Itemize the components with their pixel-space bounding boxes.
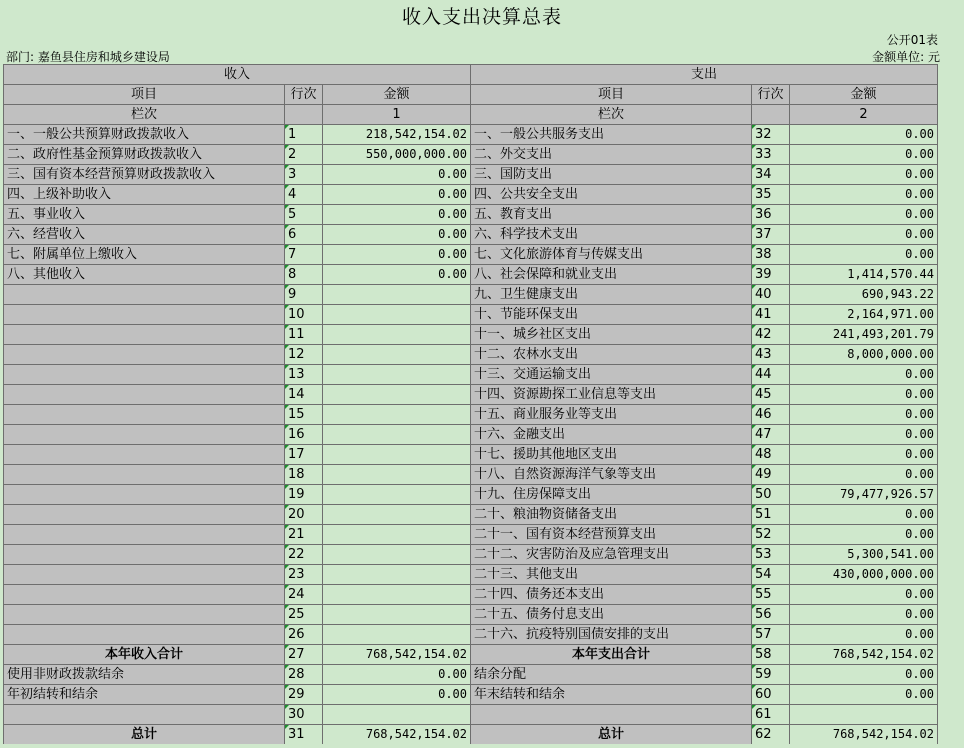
table-row <box>4 665 938 685</box>
income-item-cell[interactable] <box>4 465 285 485</box>
income-item-cell[interactable] <box>4 565 285 585</box>
income-amount-cell[interactable]: 0.00 <box>323 225 471 245</box>
expense-line-cell[interactable]: 62 <box>752 725 790 745</box>
income-item-cell[interactable] <box>4 625 285 645</box>
income-line-cell[interactable]: 21 <box>285 525 323 545</box>
expense-item-cell[interactable]: 十六、金融支出 <box>471 425 752 445</box>
expense-amount-cell[interactable]: 0.00 <box>790 445 938 465</box>
expense-amount-cell[interactable]: 8,000,000.00 <box>790 345 938 365</box>
expense-line-header: 行次 <box>752 85 790 105</box>
income-amount-cell[interactable] <box>323 525 471 545</box>
expense-amount-cell[interactable]: 0.00 <box>790 505 938 525</box>
column-index-row <box>4 105 938 125</box>
income-item-cell[interactable]: 总计 <box>4 725 285 745</box>
expense-amount-cell[interactable]: 0.00 <box>790 425 938 445</box>
expense-amount-cell[interactable]: 0.00 <box>790 625 938 645</box>
income-item-cell[interactable]: 七、附属单位上缴收入 <box>4 245 285 265</box>
expense-amount-cell[interactable]: 0.00 <box>790 165 938 185</box>
expense-line-cell[interactable]: 32 <box>752 125 790 145</box>
expense-line-cell[interactable]: 56 <box>752 605 790 625</box>
income-amount-cell[interactable] <box>323 365 471 385</box>
expense-amount-cell[interactable]: 768,542,154.02 <box>790 645 938 665</box>
income-item-cell[interactable] <box>4 325 285 345</box>
table-row <box>4 465 938 485</box>
table-row <box>4 385 938 405</box>
expense-amount-cell[interactable]: 79,477,926.57 <box>790 485 938 505</box>
expense-line-cell[interactable]: 46 <box>752 405 790 425</box>
expense-line-cell[interactable]: 57 <box>752 625 790 645</box>
income-amount-cell[interactable] <box>323 565 471 585</box>
expense-item-cell[interactable]: 六、科学技术支出 <box>471 225 752 245</box>
income-line-cell[interactable]: 5 <box>285 205 323 225</box>
expense-item-cell[interactable]: 八、社会保障和就业支出 <box>471 265 752 285</box>
income-item-cell[interactable] <box>4 485 285 505</box>
expense-item-cell[interactable]: 十二、农林水支出 <box>471 345 752 365</box>
expense-line-cell[interactable]: 36 <box>752 205 790 225</box>
expense-line-cell[interactable]: 40 <box>752 285 790 305</box>
income-amount-cell[interactable]: 0.00 <box>323 665 471 685</box>
table-row <box>4 285 938 305</box>
table-row <box>4 145 938 165</box>
expense-item-cell[interactable]: 七、文化旅游体育与传媒支出 <box>471 245 752 265</box>
expense-item-cell[interactable]: 二十二、灾害防治及应急管理支出 <box>471 545 752 565</box>
income-amount-cell[interactable] <box>323 485 471 505</box>
income-amount-cell[interactable] <box>323 505 471 525</box>
expense-item-cell[interactable]: 二十六、抗疫特别国债安排的支出 <box>471 625 752 645</box>
income-line-cell[interactable]: 17 <box>285 445 323 465</box>
table-row <box>4 305 938 325</box>
income-item-cell[interactable] <box>4 545 285 565</box>
expense-amount-cell[interactable]: 0.00 <box>790 665 938 685</box>
income-line-cell[interactable]: 28 <box>285 665 323 685</box>
income-amount-cell[interactable] <box>323 445 471 465</box>
expense-line-cell[interactable]: 52 <box>752 525 790 545</box>
table-row <box>4 345 938 365</box>
income-line-cell[interactable]: 4 <box>285 185 323 205</box>
income-amount-cell[interactable]: 0.00 <box>323 185 471 205</box>
income-item-cell[interactable] <box>4 305 285 325</box>
income-amount-cell[interactable]: 550,000,000.00 <box>323 145 471 165</box>
department-label: 部门: 嘉鱼县住房和城乡建设局 <box>6 50 170 64</box>
expense-amount-cell[interactable]: 2,164,971.00 <box>790 305 938 325</box>
table-row <box>4 245 938 265</box>
expense-item-cell[interactable]: 十一、城乡社区支出 <box>471 325 752 345</box>
income-item-cell[interactable]: 一、一般公共预算财政拨款收入 <box>4 125 285 145</box>
expense-line-cell[interactable]: 37 <box>752 225 790 245</box>
expense-item-cell[interactable]: 结余分配 <box>471 665 752 685</box>
expense-amount-cell[interactable]: 0.00 <box>790 605 938 625</box>
expense-amount-cell[interactable]: 0.00 <box>790 125 938 145</box>
expense-amount-cell[interactable]: 0.00 <box>790 365 938 385</box>
income-item-cell[interactable]: 八、其他收入 <box>4 265 285 285</box>
income-amount-cell[interactable] <box>323 545 471 565</box>
income-line-cell[interactable]: 13 <box>285 365 323 385</box>
income-line-cell[interactable]: 9 <box>285 285 323 305</box>
income-line-cell[interactable]: 15 <box>285 405 323 425</box>
income-amount-cell[interactable] <box>323 605 471 625</box>
expense-line-cell[interactable]: 58 <box>752 645 790 665</box>
table-row <box>4 185 938 205</box>
income-header: 收入 <box>4 65 471 85</box>
income-amount-cell[interactable]: 0.00 <box>323 245 471 265</box>
income-line-cell[interactable]: 29 <box>285 685 323 705</box>
income-item-cell[interactable] <box>4 385 285 405</box>
expense-item-cell[interactable]: 十五、商业服务业等支出 <box>471 405 752 425</box>
income-item-cell[interactable] <box>4 505 285 525</box>
income-line-cell[interactable]: 27 <box>285 645 323 665</box>
income-line-cell[interactable]: 30 <box>285 705 323 725</box>
expense-amount-cell[interactable] <box>790 705 938 725</box>
expense-line-cell[interactable]: 51 <box>752 505 790 525</box>
page-title: 收入支出决算总表 <box>401 6 562 28</box>
expense-item-cell[interactable]: 十、节能环保支出 <box>471 305 752 325</box>
expense-item-cell[interactable]: 年末结转和结余 <box>471 685 752 705</box>
income-amount-cell[interactable]: 0.00 <box>323 265 471 285</box>
expense-line-cell[interactable]: 39 <box>752 265 790 285</box>
income-column-number: 1 <box>323 105 471 125</box>
income-amount-cell[interactable]: 0.00 <box>323 685 471 705</box>
expense-amount-cell[interactable]: 0.00 <box>790 385 938 405</box>
income-amount-cell[interactable] <box>323 585 471 605</box>
income-line-cell[interactable]: 11 <box>285 325 323 345</box>
income-line-cell[interactable]: 31 <box>285 725 323 745</box>
income-item-cell[interactable] <box>4 705 285 725</box>
expense-amount-cell[interactable]: 430,000,000.00 <box>790 565 938 585</box>
income-amount-cell[interactable] <box>323 325 471 345</box>
expense-amount-cell[interactable]: 0.00 <box>790 245 938 265</box>
expense-line-cell[interactable]: 38 <box>752 245 790 265</box>
expense-item-cell[interactable]: 九、卫生健康支出 <box>471 285 752 305</box>
expense-item-cell[interactable]: 本年支出合计 <box>471 645 752 665</box>
expense-item-cell[interactable]: 十九、住房保障支出 <box>471 485 752 505</box>
table-row <box>4 645 938 665</box>
summary-table <box>3 64 938 745</box>
expense-item-header: 项目 <box>471 85 752 105</box>
income-amount-cell[interactable]: 768,542,154.02 <box>323 645 471 665</box>
expense-item-cell[interactable]: 二、外交支出 <box>471 145 752 165</box>
expense-line-cell[interactable]: 55 <box>752 585 790 605</box>
income-line-cell[interactable]: 6 <box>285 225 323 245</box>
expense-item-cell[interactable]: 十四、资源勘探工业信息等支出 <box>471 385 752 405</box>
expense-line-cell[interactable]: 44 <box>752 365 790 385</box>
income-amount-cell[interactable] <box>323 405 471 425</box>
expense-column-number: 2 <box>790 105 938 125</box>
income-amount-cell[interactable] <box>323 705 471 725</box>
income-amount-cell[interactable] <box>323 305 471 325</box>
table-row <box>4 545 938 565</box>
table-row <box>4 425 938 445</box>
expense-item-cell[interactable] <box>471 705 752 725</box>
expense-line-cell[interactable]: 50 <box>752 485 790 505</box>
expense-amount-cell[interactable]: 0.00 <box>790 225 938 245</box>
expense-line-cell[interactable]: 61 <box>752 705 790 725</box>
table-row <box>4 405 938 425</box>
expense-line-cell[interactable]: 54 <box>752 565 790 585</box>
expense-header: 支出 <box>471 65 938 85</box>
income-line-header: 行次 <box>285 85 323 105</box>
expense-amount-cell[interactable]: 0.00 <box>790 525 938 545</box>
income-line-cell[interactable]: 24 <box>285 585 323 605</box>
expense-line-cell[interactable]: 48 <box>752 445 790 465</box>
income-line-cell[interactable]: 12 <box>285 345 323 365</box>
income-line-cell[interactable]: 7 <box>285 245 323 265</box>
income-amount-cell[interactable]: 0.00 <box>323 165 471 185</box>
income-item-cell[interactable]: 二、政府性基金预算财政拨款收入 <box>4 145 285 165</box>
income-line-cell[interactable]: 19 <box>285 485 323 505</box>
table-row <box>4 705 938 725</box>
expense-amount-cell[interactable]: 5,300,541.00 <box>790 545 938 565</box>
income-item-cell[interactable]: 三、国有资本经营预算财政拨款收入 <box>4 165 285 185</box>
expense-amount-cell[interactable]: 241,493,201.79 <box>790 325 938 345</box>
income-line-cell[interactable]: 18 <box>285 465 323 485</box>
expense-amount-cell[interactable]: 0.00 <box>790 405 938 425</box>
expense-amount-cell[interactable]: 0.00 <box>790 685 938 705</box>
income-line-cell[interactable]: 10 <box>285 305 323 325</box>
expense-line-cell[interactable]: 34 <box>752 165 790 185</box>
expense-item-cell[interactable]: 二十一、国有资本经营预算支出 <box>471 525 752 545</box>
table-row <box>4 325 938 345</box>
table-row <box>4 225 938 245</box>
expense-amount-cell[interactable]: 690,943.22 <box>790 285 938 305</box>
table-row <box>4 365 938 385</box>
income-line-cell[interactable]: 2 <box>285 145 323 165</box>
table-row <box>4 125 938 145</box>
table-row <box>4 685 938 705</box>
expense-item-cell[interactable]: 二十三、其他支出 <box>471 565 752 585</box>
expense-amount-cell[interactable]: 0.00 <box>790 205 938 225</box>
expense-line-cell[interactable]: 35 <box>752 185 790 205</box>
income-line-cell[interactable]: 1 <box>285 125 323 145</box>
income-item-cell[interactable]: 五、事业收入 <box>4 205 285 225</box>
expense-line-cell[interactable]: 53 <box>752 545 790 565</box>
income-amount-cell[interactable]: 768,542,154.02 <box>323 725 471 745</box>
table-row <box>4 725 938 745</box>
income-item-cell[interactable]: 六、经营收入 <box>4 225 285 245</box>
expense-item-cell[interactable]: 二十、粮油物资储备支出 <box>471 505 752 525</box>
expense-item-cell[interactable]: 十八、自然资源海洋气象等支出 <box>471 465 752 485</box>
expense-line-cell[interactable]: 49 <box>752 465 790 485</box>
expense-item-cell[interactable]: 总计 <box>471 725 752 745</box>
income-amount-cell[interactable] <box>323 345 471 365</box>
income-line-cell[interactable]: 16 <box>285 425 323 445</box>
income-amount-cell[interactable] <box>323 625 471 645</box>
expense-column-blank <box>752 105 790 125</box>
income-line-cell[interactable]: 20 <box>285 505 323 525</box>
table-row <box>4 585 938 605</box>
expense-line-cell[interactable]: 47 <box>752 425 790 445</box>
table-row <box>4 505 938 525</box>
income-item-cell[interactable] <box>4 525 285 545</box>
income-column-blank <box>285 105 323 125</box>
income-item-cell[interactable]: 四、上级补助收入 <box>4 185 285 205</box>
income-amount-header: 金额 <box>323 85 471 105</box>
income-amount-cell[interactable]: 0.00 <box>323 205 471 225</box>
expense-item-cell[interactable]: 三、国防支出 <box>471 165 752 185</box>
expense-item-cell[interactable]: 二十四、债务还本支出 <box>471 585 752 605</box>
income-line-cell[interactable]: 26 <box>285 625 323 645</box>
table-row <box>4 605 938 625</box>
income-amount-cell[interactable] <box>323 385 471 405</box>
income-item-cell[interactable] <box>4 445 285 465</box>
section-header-row <box>4 65 938 85</box>
income-line-cell[interactable]: 8 <box>285 265 323 285</box>
income-line-cell[interactable]: 14 <box>285 385 323 405</box>
expense-line-cell[interactable]: 33 <box>752 145 790 165</box>
income-item-cell[interactable] <box>4 345 285 365</box>
form-number: 公开01表 <box>886 33 938 47</box>
expense-column-label: 栏次 <box>471 105 752 125</box>
expense-item-cell[interactable]: 二十五、债务付息支出 <box>471 605 752 625</box>
expense-amount-cell[interactable]: 1,414,570.44 <box>790 265 938 285</box>
expense-amount-cell[interactable]: 768,542,154.02 <box>790 725 938 745</box>
footnote-strip <box>0 744 964 748</box>
expense-line-cell[interactable]: 59 <box>752 665 790 685</box>
expense-item-cell[interactable]: 十七、援助其他地区支出 <box>471 445 752 465</box>
income-line-cell[interactable]: 23 <box>285 565 323 585</box>
expense-amount-cell[interactable]: 0.00 <box>790 585 938 605</box>
income-amount-cell[interactable] <box>323 465 471 485</box>
income-item-cell[interactable] <box>4 605 285 625</box>
income-amount-cell[interactable]: 218,542,154.02 <box>323 125 471 145</box>
income-item-cell[interactable] <box>4 285 285 305</box>
expense-amount-cell[interactable]: 0.00 <box>790 465 938 485</box>
expense-amount-cell[interactable]: 0.00 <box>790 185 938 205</box>
table-row <box>4 625 938 645</box>
expense-amount-header: 金额 <box>790 85 938 105</box>
income-column-label: 栏次 <box>4 105 285 125</box>
expense-line-cell[interactable]: 60 <box>752 685 790 705</box>
table-row <box>4 205 938 225</box>
table-row <box>4 485 938 505</box>
expense-line-cell[interactable]: 43 <box>752 345 790 365</box>
income-item-header: 项目 <box>4 85 285 105</box>
income-item-cell[interactable] <box>4 425 285 445</box>
expense-item-cell[interactable]: 五、教育支出 <box>471 205 752 225</box>
expense-line-cell[interactable]: 45 <box>752 385 790 405</box>
income-amount-cell[interactable] <box>323 285 471 305</box>
table-row <box>4 445 938 465</box>
income-line-cell[interactable]: 3 <box>285 165 323 185</box>
expense-line-cell[interactable]: 41 <box>752 305 790 325</box>
expense-item-cell[interactable]: 四、公共安全支出 <box>471 185 752 205</box>
expense-item-cell[interactable]: 一、一般公共服务支出 <box>471 125 752 145</box>
income-line-cell[interactable]: 25 <box>285 605 323 625</box>
column-header-row <box>4 85 938 105</box>
table-row <box>4 165 938 185</box>
income-item-cell[interactable] <box>4 365 285 385</box>
income-item-cell[interactable]: 本年收入合计 <box>4 645 285 665</box>
income-amount-cell[interactable] <box>323 425 471 445</box>
income-line-cell[interactable]: 22 <box>285 545 323 565</box>
expense-amount-cell[interactable]: 0.00 <box>790 145 938 165</box>
table-row <box>4 525 938 545</box>
table-row <box>4 565 938 585</box>
income-item-cell[interactable] <box>4 585 285 605</box>
income-item-cell[interactable] <box>4 405 285 425</box>
expense-line-cell[interactable]: 42 <box>752 325 790 345</box>
income-item-cell[interactable]: 使用非财政拨款结余 <box>4 665 285 685</box>
expense-item-cell[interactable]: 十三、交通运输支出 <box>471 365 752 385</box>
income-item-cell[interactable]: 年初结转和结余 <box>4 685 285 705</box>
table-row <box>4 265 938 285</box>
amount-unit-label: 金额单位: 元 <box>872 50 940 64</box>
